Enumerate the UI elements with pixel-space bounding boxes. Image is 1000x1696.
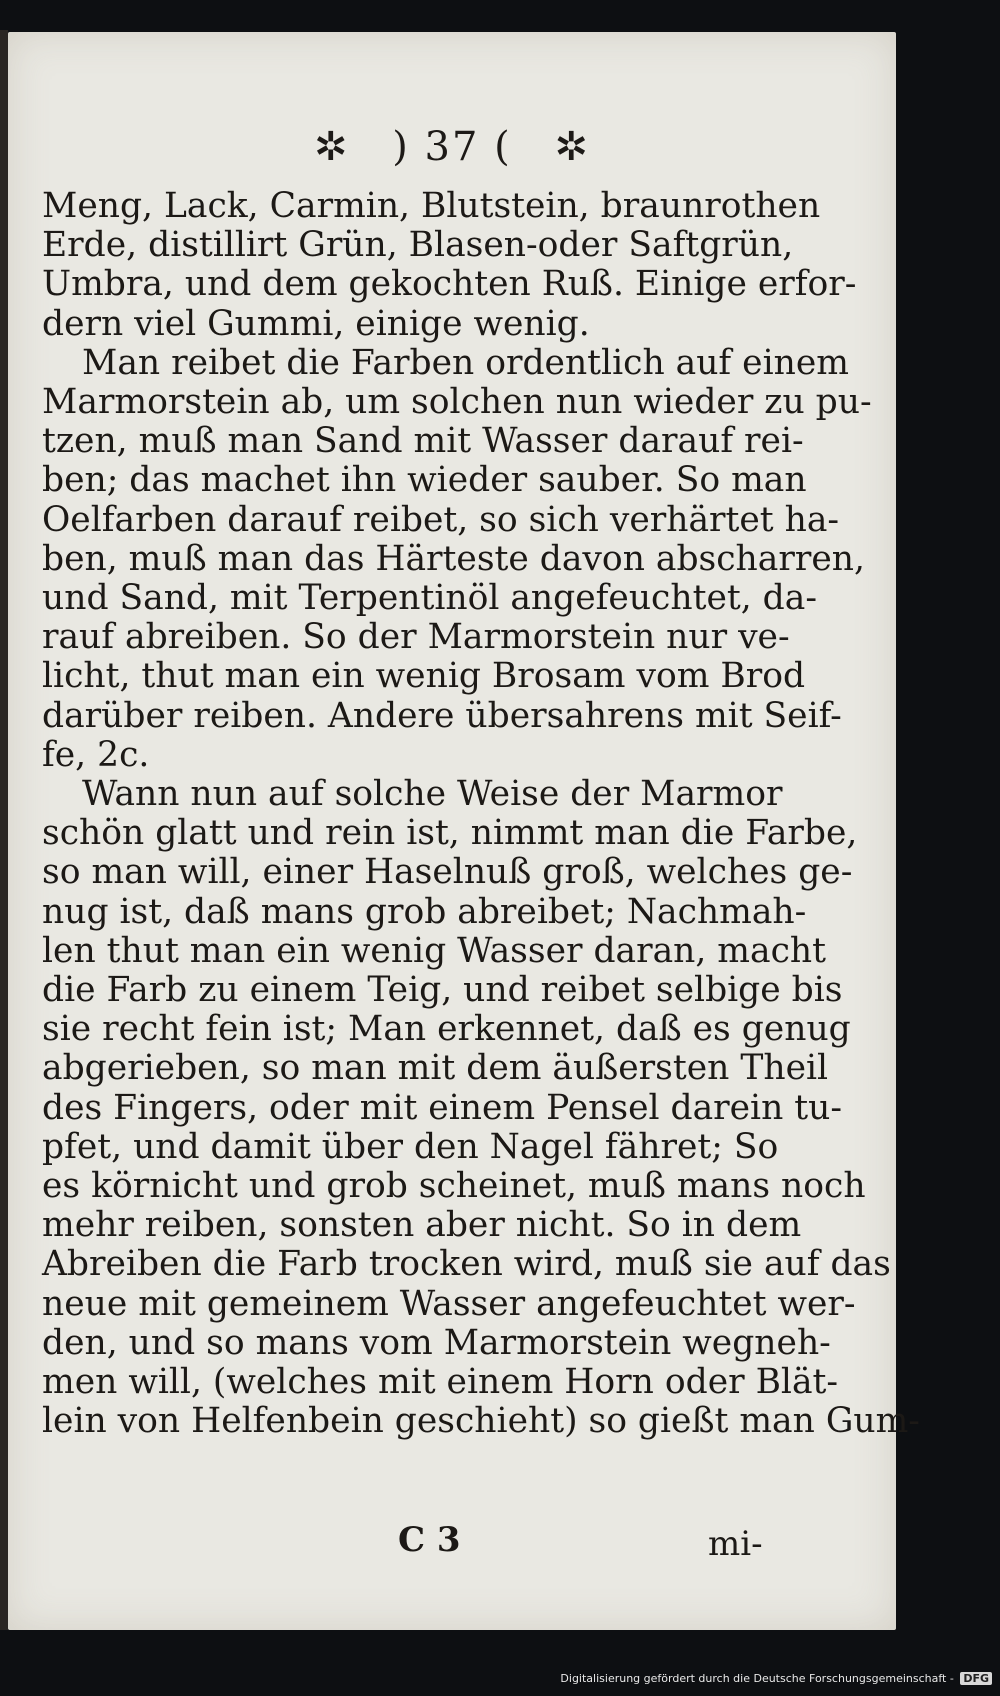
text-line: Oelfarben darauf reibet, so sich verhärtet ha- <box>42 499 840 540</box>
signature-mark: C 3 <box>398 1520 461 1560</box>
text-line: len thut man ein wenig Wasser daran, macht <box>42 930 826 971</box>
text-line: ben, muß man das Härteste davon abscharren, <box>42 538 865 579</box>
page-text <box>42 186 920 1442</box>
text-line: mehr reiben, sonsten aber nicht. So in dem <box>42 1205 802 1246</box>
text-line: schön glatt und rein ist, nimmt man die Farbe, <box>42 813 858 854</box>
text-line: Umbra, und dem gekochten Ruß. Einige erfor- <box>42 264 857 305</box>
text-line: dern viel Gummi, einige wenig. <box>42 303 590 344</box>
text-line: ben; das machet ihn wieder sauber. So man <box>42 460 807 501</box>
text-line: Marmorstein ab, um solchen nun wieder zu pu- <box>42 382 872 423</box>
text-line: fe, 2c. <box>42 734 150 775</box>
text-line: den, und so mans vom Marmorstein wegneh- <box>42 1322 831 1363</box>
ornament-right-icon: ✲ <box>554 124 590 170</box>
text-line: neue mit gemeinem Wasser angefeuchtet wer- <box>42 1283 856 1324</box>
text-line: die Farb zu einem Teig, und reibet selbige bis <box>42 970 843 1011</box>
text-line: lein von Helfenbein geschieht) so gießt man Gum- <box>42 1401 920 1442</box>
text-line: Abreiben die Farb trocken wird, muß sie auf das <box>42 1244 891 1285</box>
text-line: nug ist, daß mans grob abreibet; Nachmah- <box>42 891 807 932</box>
text-line: sie recht fein ist; Man erkennet, daß es genug <box>42 1009 851 1050</box>
text-line: es körnicht und grob scheinet, muß mans noch <box>42 1166 866 1207</box>
dfg-logo: DFG <box>960 1672 992 1685</box>
text-line: abgerieben, so man mit dem äußersten Theil <box>42 1048 829 1089</box>
text-line: men will, (welches mit einem Horn oder Blät- <box>42 1362 839 1403</box>
text-line: licht, thut man ein wenig Brosam vom Brod <box>42 656 806 697</box>
text-line: Man reibet die Farben ordentlich auf einem <box>82 342 849 383</box>
text-line: darüber reiben. Andere übersahrens mit Seif- <box>42 695 842 736</box>
text-line: tzen, muß man Sand mit Wasser darauf rei- <box>42 421 804 462</box>
catchword: mi- <box>708 1524 763 1564</box>
binding-edge <box>0 30 8 1630</box>
text-line: so man will, einer Haselnuß groß, welches ge- <box>42 852 853 893</box>
ornament-left-icon: ✲ <box>313 124 350 170</box>
page-bottom-marks <box>8 1520 896 1564</box>
text-line: pfet, und damit über den Nagel fähret; So <box>42 1126 779 1167</box>
page-header <box>8 124 896 170</box>
book-page <box>8 32 920 1630</box>
text-line: Erde, distillirt Grün, Blasen-oder Saftgrün, <box>42 225 794 266</box>
digitization-footer <box>0 1672 1000 1690</box>
text-line: rauf abreiben. So der Marmorstein nur ve- <box>42 617 790 658</box>
text-line: und Sand, mit Terpentinöl angefeuchtet, da- <box>42 578 817 619</box>
text-line: Wann nun auf solche Weise der Marmor <box>82 774 783 815</box>
text-line: des Fingers, oder mit einem Pensel darein tu- <box>42 1087 843 1128</box>
page-number: ) 37 ( <box>392 124 512 170</box>
text-line: Meng, Lack, Carmin, Blutstein, braunrothen <box>42 186 821 226</box>
footer-credit: Digitalisierung gefördert durch die Deutsche Forschungsgemeinschaft - <box>560 1672 954 1685</box>
